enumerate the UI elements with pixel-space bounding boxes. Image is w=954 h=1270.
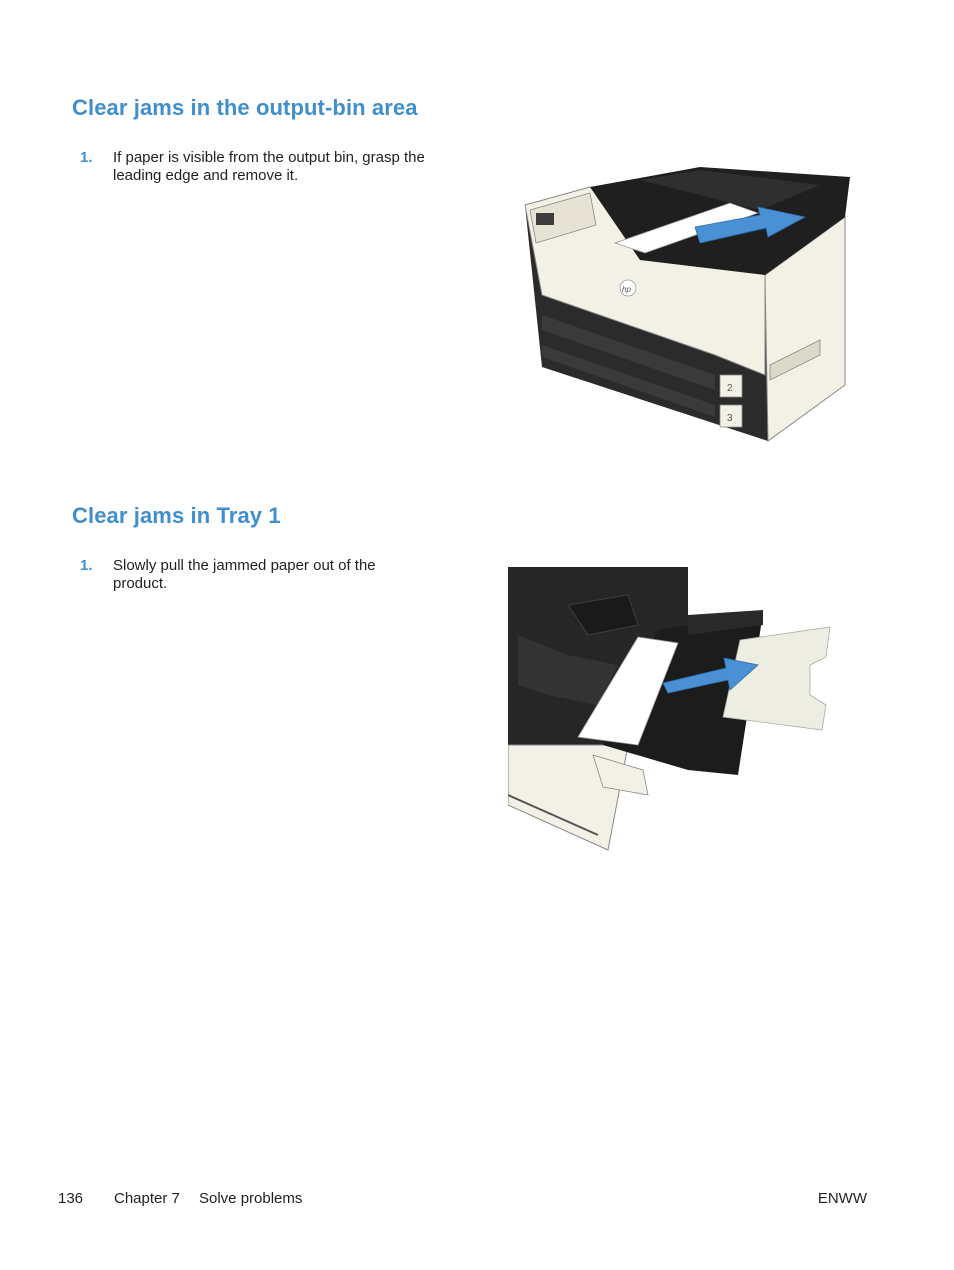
footer-chapter: Chapter 7 (114, 1190, 180, 1207)
step-text: Slowly pull the jammed paper out of the product. (113, 557, 376, 592)
printer-output-bin-illustration (520, 165, 855, 445)
tray3-label: 3 (727, 413, 733, 424)
step-number: 1. (80, 557, 93, 574)
step-number: 1. (80, 149, 93, 166)
step-item (72, 149, 432, 189)
section-heading-output-bin: Clear jams in the output-bin area (72, 95, 418, 120)
control-panel-display (536, 213, 554, 225)
tray1-jam-illustration (508, 565, 843, 855)
section-heading-tray1: Clear jams in Tray 1 (72, 503, 281, 528)
footer-chapter-title: Solve problems (199, 1190, 303, 1207)
footer-locale: ENWW (817, 1190, 867, 1207)
step-text: If paper is visible from the output bin, grasp the leading edge and remove it. (113, 149, 425, 184)
hp-logo-text: hp (622, 285, 631, 294)
page-number: 136 (58, 1190, 84, 1207)
step-item (72, 557, 432, 597)
tray2-label: 2 (727, 383, 733, 394)
